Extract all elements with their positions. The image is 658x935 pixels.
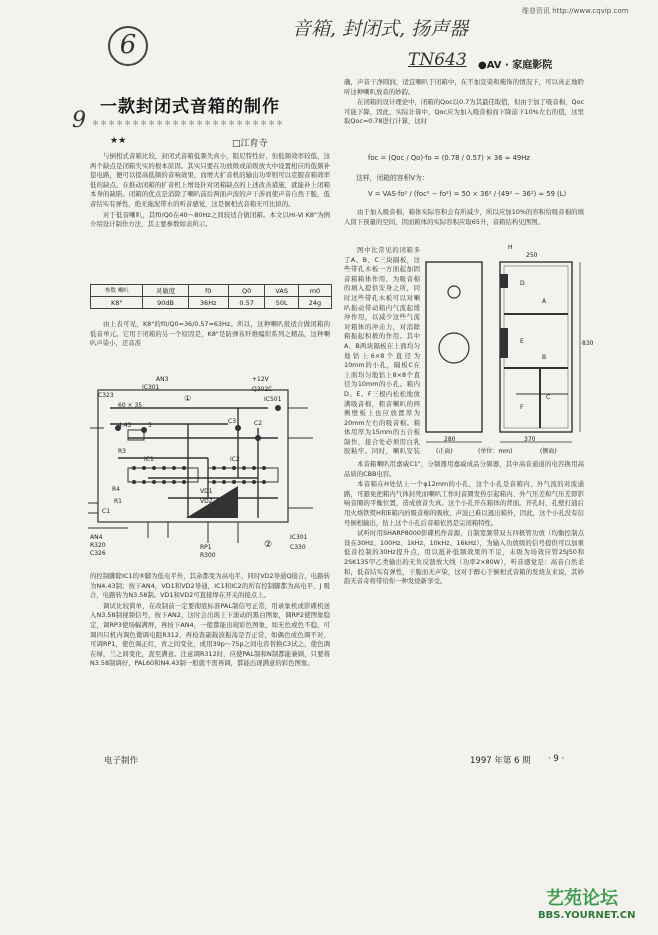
diagram-dim-280: 280: [444, 436, 456, 443]
circuit-label-vd2: VD2: [200, 498, 213, 505]
circuit-label-c1: C1: [102, 508, 111, 515]
circuit-label-c326: C326: [90, 550, 106, 557]
footer-issue: 1997 年第 6 期: [470, 756, 531, 766]
table-header-cell: 灵敏度: [143, 285, 188, 297]
circuit-label-r320: R320: [90, 542, 106, 549]
left-column-after-table: [90, 320, 330, 350]
paragraph: 确，声音干净圆润，适宜喇叭于闭箱中，在不加宣染和掩饰的情况下，可以真正地聆听这种喇叭放音的妙韵。: [344, 78, 584, 96]
diagram-caption-front: (正面): [436, 448, 453, 455]
formula-foc: foc = (Qoc / Qo)·fo = (0.78 / 0.57) × 36 ≈ 49Hz: [368, 154, 530, 162]
circuit-marker-1: ①: [184, 394, 192, 403]
paragraph: 试听时用SHARP8000影碟机作音源，自制宽频带双五四极管功放（均衡控制点设在30Hz、100Hz、1kHz、10kHz、16kHz），为输入功放级的信号提供可以加重低音控制的30Hz提升点，用以抵补低频效果的不足，末级为场效应管2SJ50和2SK135甲乙类输出的无负反馈放大线（功率2×80W），听音感觉是：高音自然柔和，低音结实有弹性，干脆而无声染，这对于醉心于倒相式音箱的发烧友来说，其妙韵无音奇将带给你一种发烧新享受。: [344, 529, 584, 586]
circuit-marker-2: ②: [264, 540, 273, 550]
circuit-label-ic1: IC1: [144, 456, 154, 463]
diagram-caption-unit: (单位：mm): [478, 448, 513, 455]
circuit-label-ic501: IC501: [264, 396, 282, 403]
handwritten-margin-mark: 9: [72, 108, 86, 133]
diagram-label-a: A: [542, 298, 547, 305]
handwritten-circle-number: 6: [108, 26, 148, 66]
speaker-box-svg: [420, 244, 592, 456]
table-header-cell: m0: [298, 285, 331, 297]
table-header-cell: VAS: [265, 285, 298, 297]
circuit-label-c323: C323: [98, 392, 114, 399]
right-column-volume-note: [344, 208, 584, 228]
circuit-label-q302c: Q302C: [252, 386, 273, 393]
diagram-dim-370: 370: [524, 436, 536, 443]
paragraph: 由于加入吸音棉，箱体实际容积会有所减少，所以应加10%的容积给吸音棉的填入留下预量的空间，因而箱体的实际容积应取65升，音箱结构见图图。: [344, 208, 584, 226]
author: □江育寺: [232, 139, 268, 149]
speaker-box-diagram: [420, 244, 592, 456]
table-cell: 36Hz: [188, 297, 228, 309]
paragraph: 本音箱在H处钻上一个φ12mm的小孔，这个小孔是音箱内、外气流的对流通路，可避免把箱内气体封死而喇叭工作时音圈发热引起箱内、外气压差和气压差即影响音圈的平衡位置，造成放音失真。这个小孔开在箱体的背面。开孔时，孔壁打通后用火烙铁熨H和E箱内的吸音棉的吸收，声波已难以逃出箱外，因此，这个小孔没有信号倒相输出，钻上这个小孔后音箱依然是完闭箱特性。: [344, 480, 584, 527]
right-column-lower: [344, 460, 584, 588]
circuit-board-svg: [88, 368, 336, 560]
diagram-label-e: E: [520, 338, 524, 345]
diagram-label-f: F: [520, 404, 524, 411]
circuit-label-ic2: IC2: [230, 456, 240, 463]
circuit-diagram: [88, 368, 336, 560]
table-cell: 50L: [265, 297, 298, 309]
table-cell: 0.57: [228, 297, 265, 309]
paragraph: 本音箱喇叭用嘉威C1"，分频器用嘉威成品分频器，其中高音通道的电容换用高品质的CBB电容。: [344, 460, 584, 478]
footer-magazine: 电子制作: [104, 756, 139, 766]
paragraph: 与倒相式音箱比较，封闭式音箱低频失真小，阻尼特性好，但低频效率较低，这两个缺点是闭箱失实的根本原因。其实只要在功放级或前级放大中设置相应的低频补偿电路，便可以提高低频的音响效果，而增大扩音机的输出功率则可以克服音箱效率低的缺点。在推动闭箱的扩音机上增设针对闭箱缺点的上述改善措施，就能补上闭箱本身的缺陷。闭箱的优点是消除了喇叭前后两面声波的声干涉而使声音自然干脆，低音结实有弹性，绝无拖泥带水的听音感觉，这是倒相式音箱无可比拟的。: [90, 152, 330, 208]
diagram-label-d: D: [520, 280, 525, 287]
diagram-dim-830: 830: [582, 340, 594, 347]
table-header-cell: 参数 喇叭: [91, 285, 143, 297]
diagram-label-h: H: [508, 244, 513, 251]
paragraph: 对于低音喇叭，其f0/Q0在40～80Hz之间较适合做闭箱。本文以Hi-Vi K8"为例介绍设计制作方法，其主要参数如表所示。: [90, 210, 330, 229]
handwritten-code: TN643: [408, 50, 467, 70]
section-header: ●AV · 家庭影院: [478, 60, 553, 71]
formula-volume: V = VAS·fo² / (foc² − fo²) = 50 × 36² / (49² − 36²) ≈ 59 (L): [368, 190, 567, 198]
paragraph: 图中比常见的闭箱多了A、B、C三块隔板，这些带孔木板一方面起加固音箱箱体作用，为吸音棉的填入提供安身之所，同时这些带孔木板可以对喇叭振动带动箱内气流起缓冲作用，以减少这些气流对箱体的冲击力，对消除箱振起积极的作用。其中A、B两块隔板在上面均匀地钻上6×8个直径为10mm的小孔，隔板C在上面均匀地钻上8×8个直径为10mm的小孔。箱内D、E、F三根内松松地放满吸音棉，粗音喇叭的两侧壁板上也应放置厚为20mm左右的吸音棉。箱体用厚为15mm的五合板制作，接合处必须用白乳胶粘牢。同时，喇叭安装: [344, 246, 420, 456]
circuit-label-c2: C2: [254, 420, 263, 427]
table-row: [91, 297, 332, 309]
diagram-caption-side: (侧面): [540, 448, 557, 455]
right-column-structure-text: [344, 246, 420, 456]
circuit-label-r4: R4: [112, 486, 120, 493]
table-cell: K8": [91, 297, 143, 309]
left-column-intro: [90, 152, 330, 231]
bottom-logo-url: BBS.YOURNET.CN: [538, 910, 636, 921]
top-watermark: 维普资讯 http://www.cqvip.com: [522, 7, 629, 15]
circuit-label-vd1: VD1: [200, 488, 213, 495]
stars-row: ＊＊＊＊＊＊＊＊＊＊＊＊＊＊＊＊＊＊＊＊＊＊＊＊: [92, 119, 284, 127]
bottom-logo-brand: 艺苑论坛: [546, 888, 618, 909]
circuit-label-c330: C330: [290, 544, 306, 551]
circuit-label-rp1: RP1: [200, 544, 212, 551]
table-header-row: [91, 285, 332, 297]
circuit-label-an4: AN4: [90, 534, 103, 541]
paragraph: 在闭箱的设计理论中，闭箱的Qoc以0.7为其最佳取值，但由于加了吸音棉，Qoc可能下降，因此，实际计算中，Qoc应为加入吸音棉而下降前下10%左右的值，这里取Qoc=0.78进行计算，这时: [344, 98, 584, 126]
article-title: 一款封闭式音箱的制作: [100, 97, 280, 117]
diagram-label-c: C: [546, 394, 551, 401]
circuit-label-ic301: IC301: [142, 384, 160, 391]
circuit-label-r300: R300: [200, 552, 216, 559]
circuit-label-5: 5: [148, 422, 152, 429]
right-column-top: [344, 78, 584, 128]
rating: ★★: [110, 136, 127, 146]
table-cell: 90dB: [143, 297, 188, 309]
diagram-dim-250: 250: [526, 252, 538, 259]
footer-page: · 9 ·: [548, 754, 565, 764]
spec-table: [90, 284, 332, 309]
circuit-label-c3: C3: [228, 418, 237, 425]
handwritten-keywords: 音箱, 封闭式, 扬声器: [292, 18, 469, 40]
circuit-label-r3: R3: [118, 448, 126, 455]
table-header-cell: Q0: [228, 285, 265, 297]
circuit-label-an3: AN3: [156, 376, 169, 383]
paragraph: 的控制脚除IC1的⑤脚为低电平外，其余都变为高电平，同时VD2导通Q接合，电路转为N4.43制；按下AN4，VD1和VD2导通，IC1和IC2的所有控制脚都为高电平，J 吸合，电路转为N3.58制。VD1和VD2可直接焊在开关的接点上。: [90, 572, 330, 600]
circuit-label-ic301-b: IC301: [290, 534, 308, 541]
paragraph: 调试比较简单，在改制前一定要彻底标准PAL制信号正常，用录象机或影碟机送入N3.58制视频信号，按下AN2，这时会出现上下滚动的黑白图象，调RP2使图象稳定，调RP3使场幅满屏，再按下AN4，一般都能出现彩色图象，如无色或色不稳，可调四只机内调色微调电阻R312，再检查副载波振荡是否正常，如偶色或色调不对，可调RP1，使色调正红，青之间变化，或用39p～75p之间电容替换C3试之，使色调在绿，兰之间变化，直至满意。注意调R312时，应使PAL制和N制都能兼顾，只要将N3.58制调好，PAL60和N4.43制一般就不需再调，都能出现满意的彩色图象。: [90, 601, 330, 668]
table-header-cell: f0: [188, 285, 228, 297]
circuit-label-12v: +12V: [252, 376, 269, 383]
circuit-label-crystal: 4.43: [118, 422, 132, 429]
circuit-label-r1: R1: [114, 498, 122, 505]
diagram-label-b: B: [542, 354, 547, 361]
formula-intro: 这样，闭箱的容积V为：: [356, 174, 429, 182]
left-column-bottom: [90, 572, 330, 670]
table-cell: 24g: [298, 297, 331, 309]
paragraph: 由上表可见，K8"的f0/Q0=36/0.57≈63Hz。所以，这种喇叭很适合做闭箱的低音单元。它用于闭箱的另一个原因是，K8"是防弹布纤维编织系列之精品，这种喇叭声染小，还音准: [90, 320, 330, 348]
circuit-dimension: 60 × 35: [118, 402, 143, 409]
